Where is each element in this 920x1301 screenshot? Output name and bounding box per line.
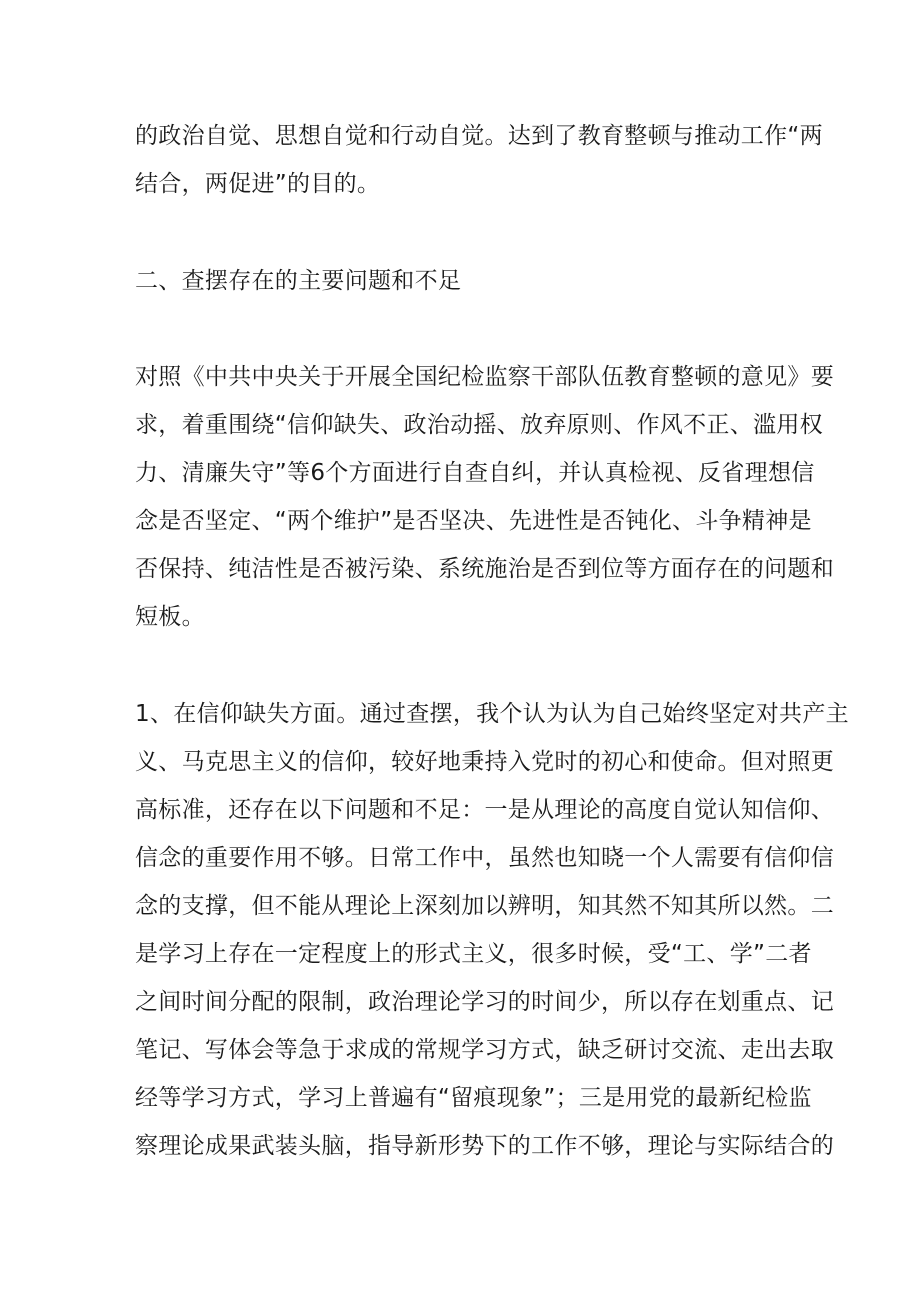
section-heading: 二、查摆存在的主要问题和不足: [135, 268, 462, 294]
text-line: 的政治自觉、思想自觉和行动自觉。达到了教育整顿与推动工作“两: [135, 123, 823, 149]
text-line: 结合，两促进”的目的。: [135, 171, 381, 197]
text-line: 察理论成果武装头脑，指导新形势下的工作不够，理论与实际结合的: [135, 1133, 834, 1159]
text-line: 短板。: [135, 604, 205, 630]
text-line: 否保持、纯洁性是否被污染、系统施治是否到位等方面存在的问题和: [135, 556, 834, 582]
text-line: 义、马克思主义的信仰，较好地秉持入党时的初心和使命。但对照更: [135, 749, 834, 775]
text-line: 是学习上存在一定程度上的形式主义，很多时候，受“工、学”二者: [135, 941, 812, 967]
text-line: 念的支撑，但不能从理论上深刻加以辨明，知其然不知其所以然。二: [135, 893, 834, 919]
text-line: 笔记、写体会等急于求成的常规学习方式，缺乏研讨交流、走出去取: [135, 1037, 834, 1063]
text-line: 高标准，还存在以下问题和不足：一是从理论的高度自觉认知信仰、: [135, 797, 834, 823]
text-line: 力、清廉失守”等6个方面进行自查自纠，并认真检视、反省理想信: [135, 460, 815, 486]
text-line: 念是否坚定、“两个维护”是否坚决、先进性是否钝化、斗争精神是: [135, 508, 812, 534]
text-line: 之间时间分配的限制，政治理论学习的时间少，所以存在划重点、记: [135, 989, 834, 1015]
text-line: 求，着重围绕“信仰缺失、政治动摇、放弃原则、作风不正、滥用权: [135, 412, 823, 438]
text-line: 1、在信仰缺失方面。通过查摆，我个认为认为自己始终坚定对共产主: [135, 701, 849, 727]
text-line: 信念的重要作用不够。日常工作中，虽然也知晓一个人需要有信仰信: [135, 845, 834, 871]
text-line: 经等学习方式，学习上普遍有“留痕现象”；三是用党的最新纪检监: [135, 1085, 812, 1111]
text-line: 对照《中共中央关于开展全国纪检监察干部队伍教育整顿的意见》要: [135, 364, 834, 390]
